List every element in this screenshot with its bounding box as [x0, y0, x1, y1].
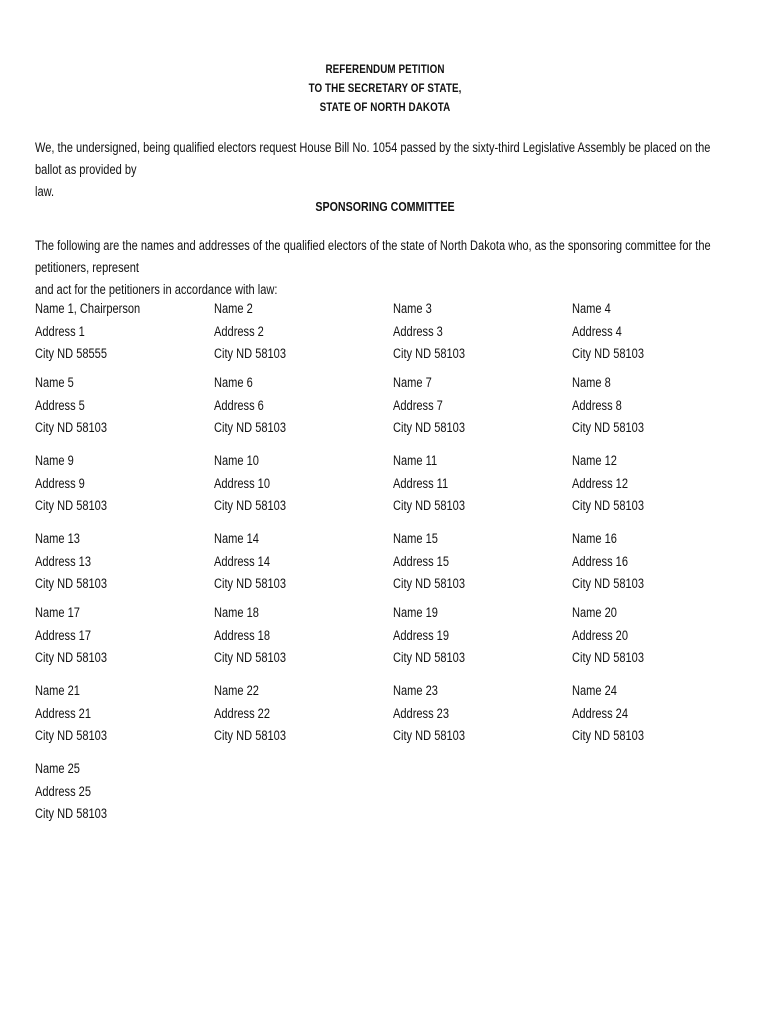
member-city: City ND 58103 [35, 650, 107, 665]
member-name: Name 13 [35, 531, 80, 546]
member-name: Name 6 [214, 375, 253, 390]
member-address: Address 10 [214, 475, 271, 491]
member-address: Address 7 [393, 397, 443, 413]
document-title-line-1: REFERENDUM PETITION [325, 62, 445, 76]
committee-member [214, 372, 358, 440]
committee-member [214, 528, 358, 596]
committee-member [393, 680, 537, 748]
member-name: Name 16 [572, 531, 617, 546]
member-address: Address 4 [572, 323, 622, 339]
member-name: Name 19 [393, 605, 438, 620]
committee-member [393, 372, 537, 440]
member-name: Name 11 [393, 453, 438, 468]
member-city: City ND 58103 [572, 420, 644, 435]
committee-member [214, 450, 358, 518]
member-address: Address 14 [214, 553, 271, 569]
member-city: City ND 58103 [214, 728, 286, 743]
committee-description-line-2: and act for the petitioners in accordance with law: [35, 282, 278, 297]
member-address: Address 9 [35, 475, 85, 491]
member-address: Address 1 [35, 323, 85, 339]
committee-member [572, 602, 716, 670]
committee-member [214, 602, 358, 670]
committee-member [35, 758, 179, 826]
committee-member [572, 450, 716, 518]
committee-member [393, 298, 537, 366]
committee-member [572, 528, 716, 596]
document-title-line-2: TO THE SECRETARY OF STATE, [308, 81, 462, 95]
member-address: Address 5 [35, 397, 85, 413]
member-address: Address 18 [214, 627, 271, 643]
member-city: City ND 58103 [393, 420, 465, 435]
committee-member [214, 298, 358, 366]
member-name: Name 25 [35, 761, 80, 776]
member-name: Name 12 [572, 453, 617, 468]
member-city: City ND 58103 [393, 576, 465, 591]
member-city: City ND 58103 [214, 650, 286, 665]
member-address: Address 24 [572, 705, 629, 721]
member-address: Address 3 [393, 323, 443, 339]
member-name: Name 7 [393, 375, 432, 390]
member-name: Name 20 [572, 605, 617, 620]
member-name: Name 2 [214, 301, 253, 316]
committee-member [393, 450, 537, 518]
member-name: Name 24 [572, 683, 617, 698]
committee-description-line-1: The following are the names and addresses of the qualified electors of the state of North Dakota who, as the sponsoring committee for the petitioners, represent [35, 238, 711, 275]
committee-member [35, 602, 179, 670]
committee-member [35, 450, 179, 518]
member-name: Name 15 [393, 531, 438, 546]
member-address: Address 15 [393, 553, 450, 569]
member-address: Address 12 [572, 475, 629, 491]
member-name: Name 22 [214, 683, 259, 698]
committee-member [35, 372, 179, 440]
member-address: Address 13 [35, 553, 92, 569]
member-city: City ND 58103 [393, 346, 465, 361]
committee-member [572, 298, 716, 366]
intro-line-1: We, the undersigned, being qualified electors request House Bill No. 1054 passed by the sixty-third Legislative Assembly be placed on the ballot as provided by [35, 140, 711, 177]
committee-description [35, 235, 732, 301]
member-city: City ND 58103 [572, 728, 644, 743]
member-address: Address 2 [214, 323, 264, 339]
member-city: City ND 58103 [35, 728, 107, 743]
member-address: Address 19 [393, 627, 450, 643]
member-name: Name 23 [393, 683, 438, 698]
committee-member [35, 298, 179, 366]
committee-member [35, 528, 179, 596]
member-address: Address 8 [572, 397, 622, 413]
member-name: Name 9 [35, 453, 74, 468]
member-city: City ND 58103 [35, 498, 107, 513]
committee-heading: SPONSORING COMMITTEE [315, 199, 455, 214]
member-address: Address 23 [393, 705, 450, 721]
intro-paragraph [35, 137, 732, 203]
member-city: City ND 58103 [214, 576, 286, 591]
member-city: City ND 58103 [572, 498, 644, 513]
member-address: Address 20 [572, 627, 629, 643]
member-city: City ND 58103 [572, 346, 644, 361]
member-city: City ND 58103 [214, 420, 286, 435]
member-city: City ND 58103 [572, 650, 644, 665]
member-city: City ND 58103 [393, 498, 465, 513]
member-name: Name 10 [214, 453, 259, 468]
document-title-line-3: STATE OF NORTH DAKOTA [319, 100, 451, 114]
member-address: Address 11 [393, 475, 449, 491]
member-city: City ND 58103 [393, 728, 465, 743]
member-city: City ND 58103 [214, 346, 286, 361]
member-name: Name 8 [572, 375, 611, 390]
committee-member [393, 602, 537, 670]
member-address: Address 25 [35, 783, 92, 799]
member-address: Address 22 [214, 705, 271, 721]
member-name: Name 3 [393, 301, 432, 316]
member-city: City ND 58103 [214, 498, 286, 513]
committee-member [393, 528, 537, 596]
member-city: City ND 58103 [393, 650, 465, 665]
member-name: Name 21 [35, 683, 80, 698]
member-address: Address 21 [35, 705, 92, 721]
intro-line-2: law. [35, 184, 55, 199]
member-name: Name 18 [214, 605, 259, 620]
member-city: City ND 58555 [35, 346, 107, 361]
member-city: City ND 58103 [35, 576, 107, 591]
member-address: Address 6 [214, 397, 264, 413]
member-city: City ND 58103 [35, 420, 107, 435]
member-city: City ND 58103 [35, 806, 107, 821]
committee-member [214, 680, 358, 748]
member-name: Name 5 [35, 375, 74, 390]
member-address: Address 16 [572, 553, 629, 569]
member-city: City ND 58103 [572, 576, 644, 591]
committee-member [572, 372, 716, 440]
committee-member [35, 680, 179, 748]
member-address: Address 17 [35, 627, 92, 643]
member-name: Name 4 [572, 301, 611, 316]
member-name: Name 14 [214, 531, 259, 546]
member-name: Name 17 [35, 605, 80, 620]
committee-member [572, 680, 716, 748]
member-name: Name 1, Chairperson [35, 301, 141, 316]
